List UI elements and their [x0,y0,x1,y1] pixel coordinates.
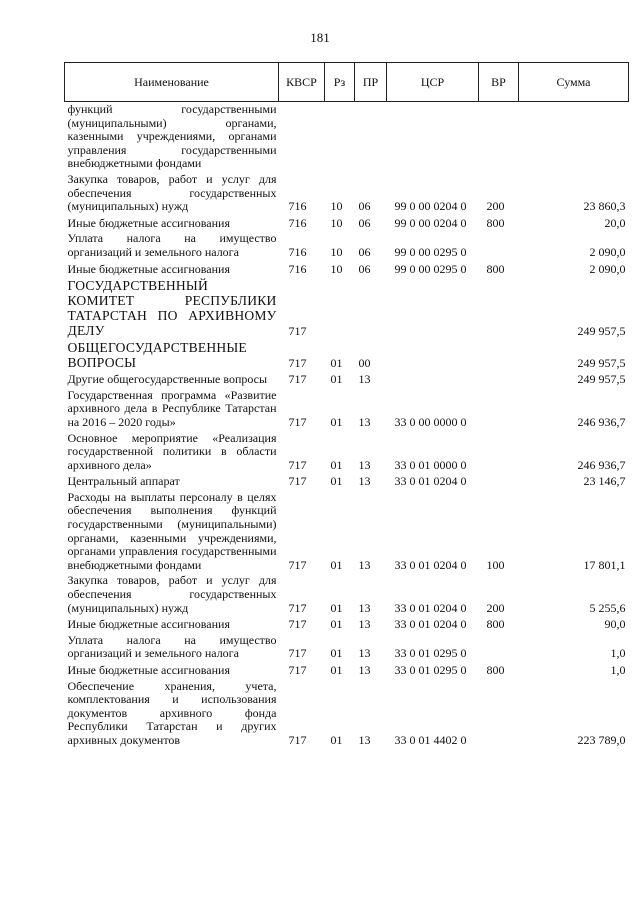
cell-sum: 249 957,5 [577,323,626,338]
cell-vr [479,431,519,474]
cell-vr [479,277,519,339]
cell-vr: 800 [486,261,505,276]
cell-rz: 10 [330,261,343,276]
cell-name: Уплата налога на имущество организаций и земельного налога [67,632,277,661]
header-pr: ПР [355,63,387,102]
cell-rz [325,277,355,339]
cell-name: Основное мероприятие «Реализация государственной политики в области архивного дела» [67,430,277,472]
cell-name: Иные бюджетные ассигнования [67,663,230,677]
cell-kvsr: 716 [288,215,307,230]
cell-kvsr: 717 [288,414,307,429]
cell-kvsr: 717 [288,600,307,615]
budget-table [64,62,629,749]
cell-pr: 06 [358,215,371,230]
cell-rz: 01 [330,600,343,615]
cell-pr: 13 [358,474,371,489]
table-row [65,473,629,490]
cell-csr: 99 0 00 0204 0 [394,199,467,214]
cell-pr: 13 [358,663,371,677]
cell-kvsr: 717 [288,323,307,338]
table-row [65,231,629,260]
cell-vr [479,231,519,260]
header-sum: Сумма [519,63,629,102]
cell-name: Обеспечение хранения, учета, комплектования и использования документов архивного фонда Республики Татарстан и других архивных документов [67,678,277,747]
table-row [65,261,629,278]
cell-kvsr: 717 [288,732,307,747]
cell-rz: 01 [330,617,343,632]
cell-rz: 01 [330,557,343,572]
cell-sum: 246 936,7 [577,414,626,429]
table-row [65,490,629,574]
cell-kvsr: 717 [288,457,307,472]
table-row [65,662,629,679]
cell-vr: 200 [486,199,505,214]
cell-sum: 246 936,7 [577,457,626,472]
cell-rz: 10 [330,215,343,230]
table-row [65,102,629,172]
header-name: Наименование [65,63,279,102]
cell-name: Государственная программа «Развитие архивного дела в Республике Татарстан на 2016 – 2020 годы» [67,387,277,429]
table-row [65,679,629,749]
cell-kvsr: 717 [288,646,307,661]
cell-sum: 20,0 [604,215,626,230]
cell-vr [479,679,519,749]
cell-csr: 33 0 00 0000 0 [394,414,467,429]
cell-name: Иные бюджетные ассигнования [67,617,230,632]
cell-sum: 1,0 [610,663,626,677]
cell-csr: 33 0 01 0000 0 [394,457,467,472]
cell-pr: 13 [358,646,371,661]
cell-sum: 17 801,1 [583,557,626,572]
cell-rz: 10 [330,244,343,259]
cell-kvsr: 717 [288,617,307,632]
cell-vr: 800 [486,663,505,677]
table-row [65,172,629,215]
table-row [65,388,629,431]
table-row [65,633,629,662]
cell-csr: 33 0 01 0295 0 [394,663,467,677]
cell-pr: 13 [358,732,371,747]
cell-pr: 13 [358,457,371,472]
cell-sum: 2 090,0 [589,244,626,259]
cell-name: ОБЩЕГОСУДАРСТВЕННЫЕ ВОПРОСЫ [67,340,247,371]
cell-csr: 33 0 01 0204 0 [394,617,467,632]
cell-vr [479,473,519,490]
cell-vr [479,371,519,388]
cell-csr [387,339,479,371]
cell-kvsr: 717 [288,474,307,489]
cell-pr: 13 [358,414,371,429]
table-row [65,277,629,339]
cell-csr: 33 0 01 0204 0 [394,474,467,489]
cell-pr [355,102,387,172]
cell-csr: 99 0 00 0295 0 [394,244,467,259]
table-row [65,573,629,616]
cell-vr [479,388,519,431]
cell-sum: 2 090,0 [589,261,626,276]
cell-pr: 13 [358,600,371,615]
cell-name: ГОСУДАРСТВЕННЫЙ КОМИТЕТ РЕСПУБЛИКИ ТАТАРСТАН ПО АРХИВНОМУ ДЕЛУ [67,278,277,339]
cell-sum: 249 957,5 [577,355,626,370]
cell-name: функций государственными (муниципальными) органами, казенными учреждениями, органами управления государственными внебюджетными фондами [67,102,277,171]
cell-kvsr: 717 [288,557,307,572]
header-rz: Рз [325,63,355,102]
cell-vr: 800 [486,617,505,632]
header-kvsr: КВСР [279,63,325,102]
cell-vr: 100 [486,557,505,572]
cell-csr [387,102,479,172]
cell-kvsr: 717 [288,355,307,370]
cell-kvsr: 717 [288,663,307,677]
cell-pr: 06 [358,261,371,276]
cell-kvsr: 716 [288,244,307,259]
cell-rz: 01 [330,372,343,387]
cell-rz: 01 [330,646,343,661]
cell-pr: 06 [358,244,371,259]
cell-kvsr [279,102,325,172]
cell-csr: 33 0 01 0204 0 [394,557,467,572]
cell-sum: 90,0 [604,617,626,632]
cell-vr: 200 [486,600,505,615]
cell-sum: 23 146,7 [583,474,626,489]
table-row [65,371,629,388]
header-vr: ВР [479,63,519,102]
cell-vr [479,633,519,662]
cell-kvsr: 716 [288,261,307,276]
cell-name: Расходы на выплаты персоналу в целях обеспечения выполнения функций государственными (муниципальными) органами, казенными учреждениями, органами управления государственными внебюджетными фондами [67,489,277,572]
cell-name: Иные бюджетные ассигнования [67,261,230,276]
table-row [65,616,629,633]
cell-pr: 13 [358,617,371,632]
cell-kvsr: 716 [288,199,307,214]
cell-name: Закупка товаров, работ и услуг для обеспечения государственных (муниципальных) нужд [67,573,277,615]
cell-rz: 01 [330,474,343,489]
cell-csr [387,371,479,388]
cell-csr [387,277,479,339]
cell-vr [479,102,519,172]
table-body [65,102,629,749]
cell-sum: 223 789,0 [577,732,626,747]
cell-rz: 01 [330,414,343,429]
cell-pr: 13 [358,372,371,387]
cell-csr: 33 0 01 0204 0 [394,600,467,615]
header-csr: ЦСР [387,63,479,102]
table-row [65,431,629,474]
cell-pr: 06 [358,199,371,214]
cell-rz: 01 [330,457,343,472]
cell-name: Центральный аппарат [67,474,180,489]
cell-name: Другие общегосударственные вопросы [67,372,268,387]
cell-kvsr: 717 [288,372,307,387]
cell-sum: 1,0 [610,646,626,661]
cell-name: Иные бюджетные ассигнования [67,215,230,230]
cell-sum [519,102,629,172]
cell-csr: 33 0 01 4402 0 [394,732,467,747]
cell-vr: 800 [486,215,505,230]
cell-pr: 13 [358,557,371,572]
cell-name: Закупка товаров, работ и услуг для обеспечения государственных (муниципальных) нужд [67,171,277,214]
cell-rz: 01 [330,663,343,677]
cell-csr: 33 0 01 0295 0 [394,646,467,661]
page-number: 181 [310,30,330,45]
cell-csr: 99 0 00 0204 0 [394,215,467,230]
cell-csr: 99 0 00 0295 0 [394,261,467,276]
cell-rz: 10 [330,199,343,214]
table-row [65,215,629,232]
cell-pr [355,277,387,339]
cell-rz [325,102,355,172]
table-row [65,339,629,371]
cell-sum: 5 255,6 [589,600,626,615]
cell-name: Уплата налога на имущество организаций и земельного налога [67,231,277,259]
cell-sum: 249 957,5 [577,372,626,387]
cell-rz: 01 [330,355,343,370]
cell-vr [479,339,519,371]
cell-pr: 00 [358,355,371,370]
cell-sum: 23 860,3 [583,199,626,214]
table-header [65,63,629,102]
cell-rz: 01 [330,732,343,747]
